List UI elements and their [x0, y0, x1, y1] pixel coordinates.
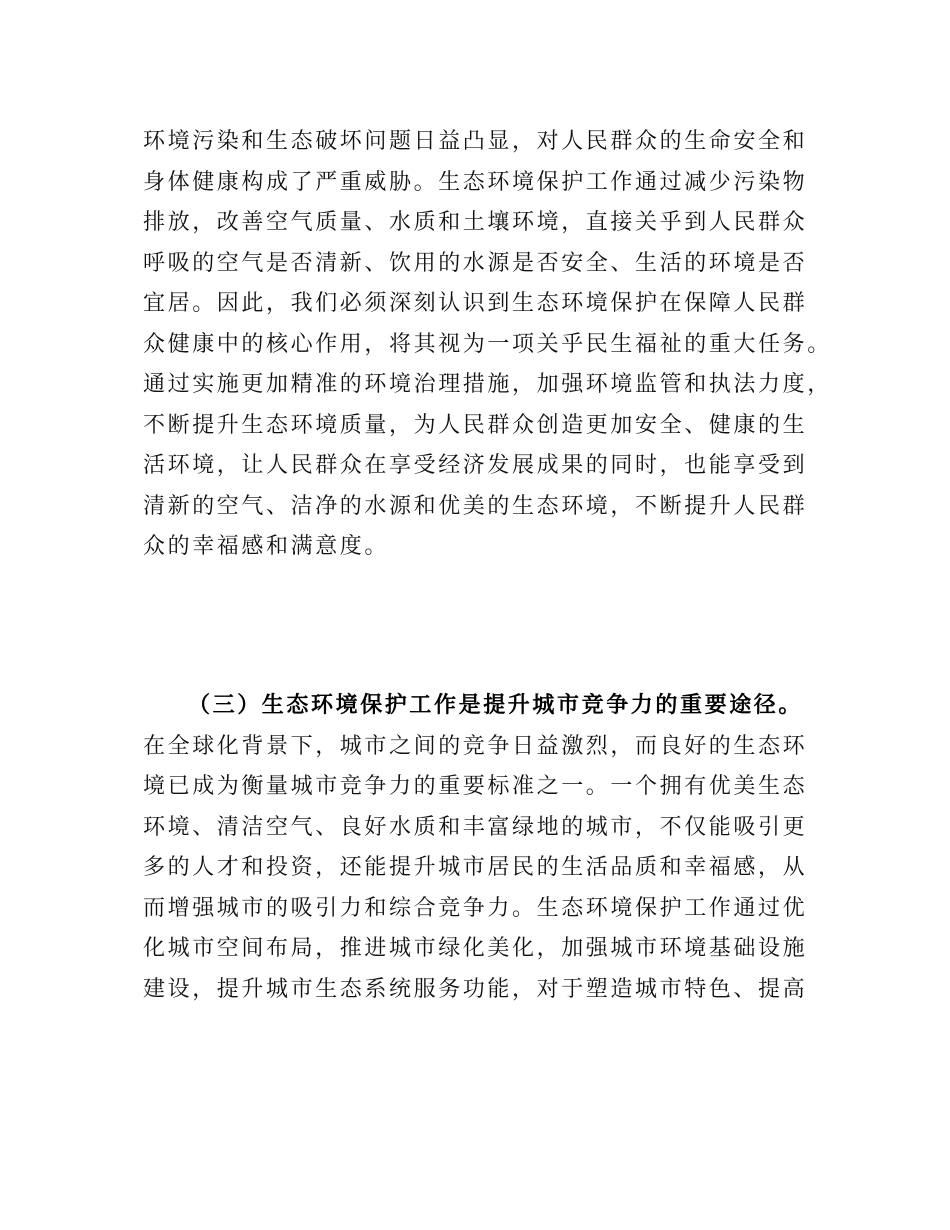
paragraph-line: 环境、清洁空气、良好水质和丰富绿地的城市，不仅能吸引更 [143, 814, 808, 840]
paragraph-public-health [143, 122, 832, 568]
paragraph-line: 呼吸的空气是否清新、饮用的水源是否安全、生活的环境是否 [143, 250, 808, 276]
paragraph-line: 境已成为衡量城市竞争力的重要标准之一。一个拥有优美生态 [143, 774, 808, 799]
paragraph-line: 在全球化背景下，城市之间的竞争日益激烈，而良好的生态环 [143, 733, 808, 759]
paragraph-line: 活环境，让人民群众在享受经济发展成果的同时，也能享受到 [143, 453, 808, 478]
paragraph-line: 宜居。因此，我们必须深刻认识到生态环境保护在保障人民群 [143, 291, 808, 316]
paragraph-line: 建设，提升城市生态系统服务功能，对于塑造城市特色、提高 [143, 976, 808, 1002]
paragraph-line: 多的人才和投资，还能提升城市居民的生活品质和幸福感，从 [143, 855, 808, 880]
paragraph-line: 而增强城市的吸引力和综合竞争力。生态环境保护工作通过优 [143, 895, 808, 921]
section-urban-competitiveness [143, 686, 823, 1010]
paragraph-line: 清新的空气、洁净的水源和优美的生态环境，不断提升人民群 [143, 493, 808, 519]
paragraph-line: 身体健康构成了严重威胁。生态环境保护工作通过减少污染物 [143, 169, 808, 195]
paragraph-line: 排放，改善空气质量、水质和土壤环境，直接关乎到人民群众 [143, 210, 808, 235]
paragraph-line: 化城市空间布局，推进城市绿化美化，加强城市环境基础设施 [143, 936, 808, 961]
section-heading: （三）生态环境保护工作是提升城市竞争力的重要途径。 [188, 693, 804, 718]
paragraph-line: 环境污染和生态破坏问题日益凸显，对人民群众的生命安全和 [143, 129, 808, 154]
paragraph-line: 通过实施更加精准的环境治理措施，加强环境监管和执法力度， [143, 372, 832, 397]
paragraph-line: 不断提升生态环境质量，为人民群众创造更加安全、健康的生 [143, 412, 808, 438]
paragraph-line: 众的幸福感和满意度。 [143, 534, 390, 559]
paragraph-line: 众健康中的核心作用，将其视为一项关乎民生福祉的重大任务。 [143, 331, 832, 357]
